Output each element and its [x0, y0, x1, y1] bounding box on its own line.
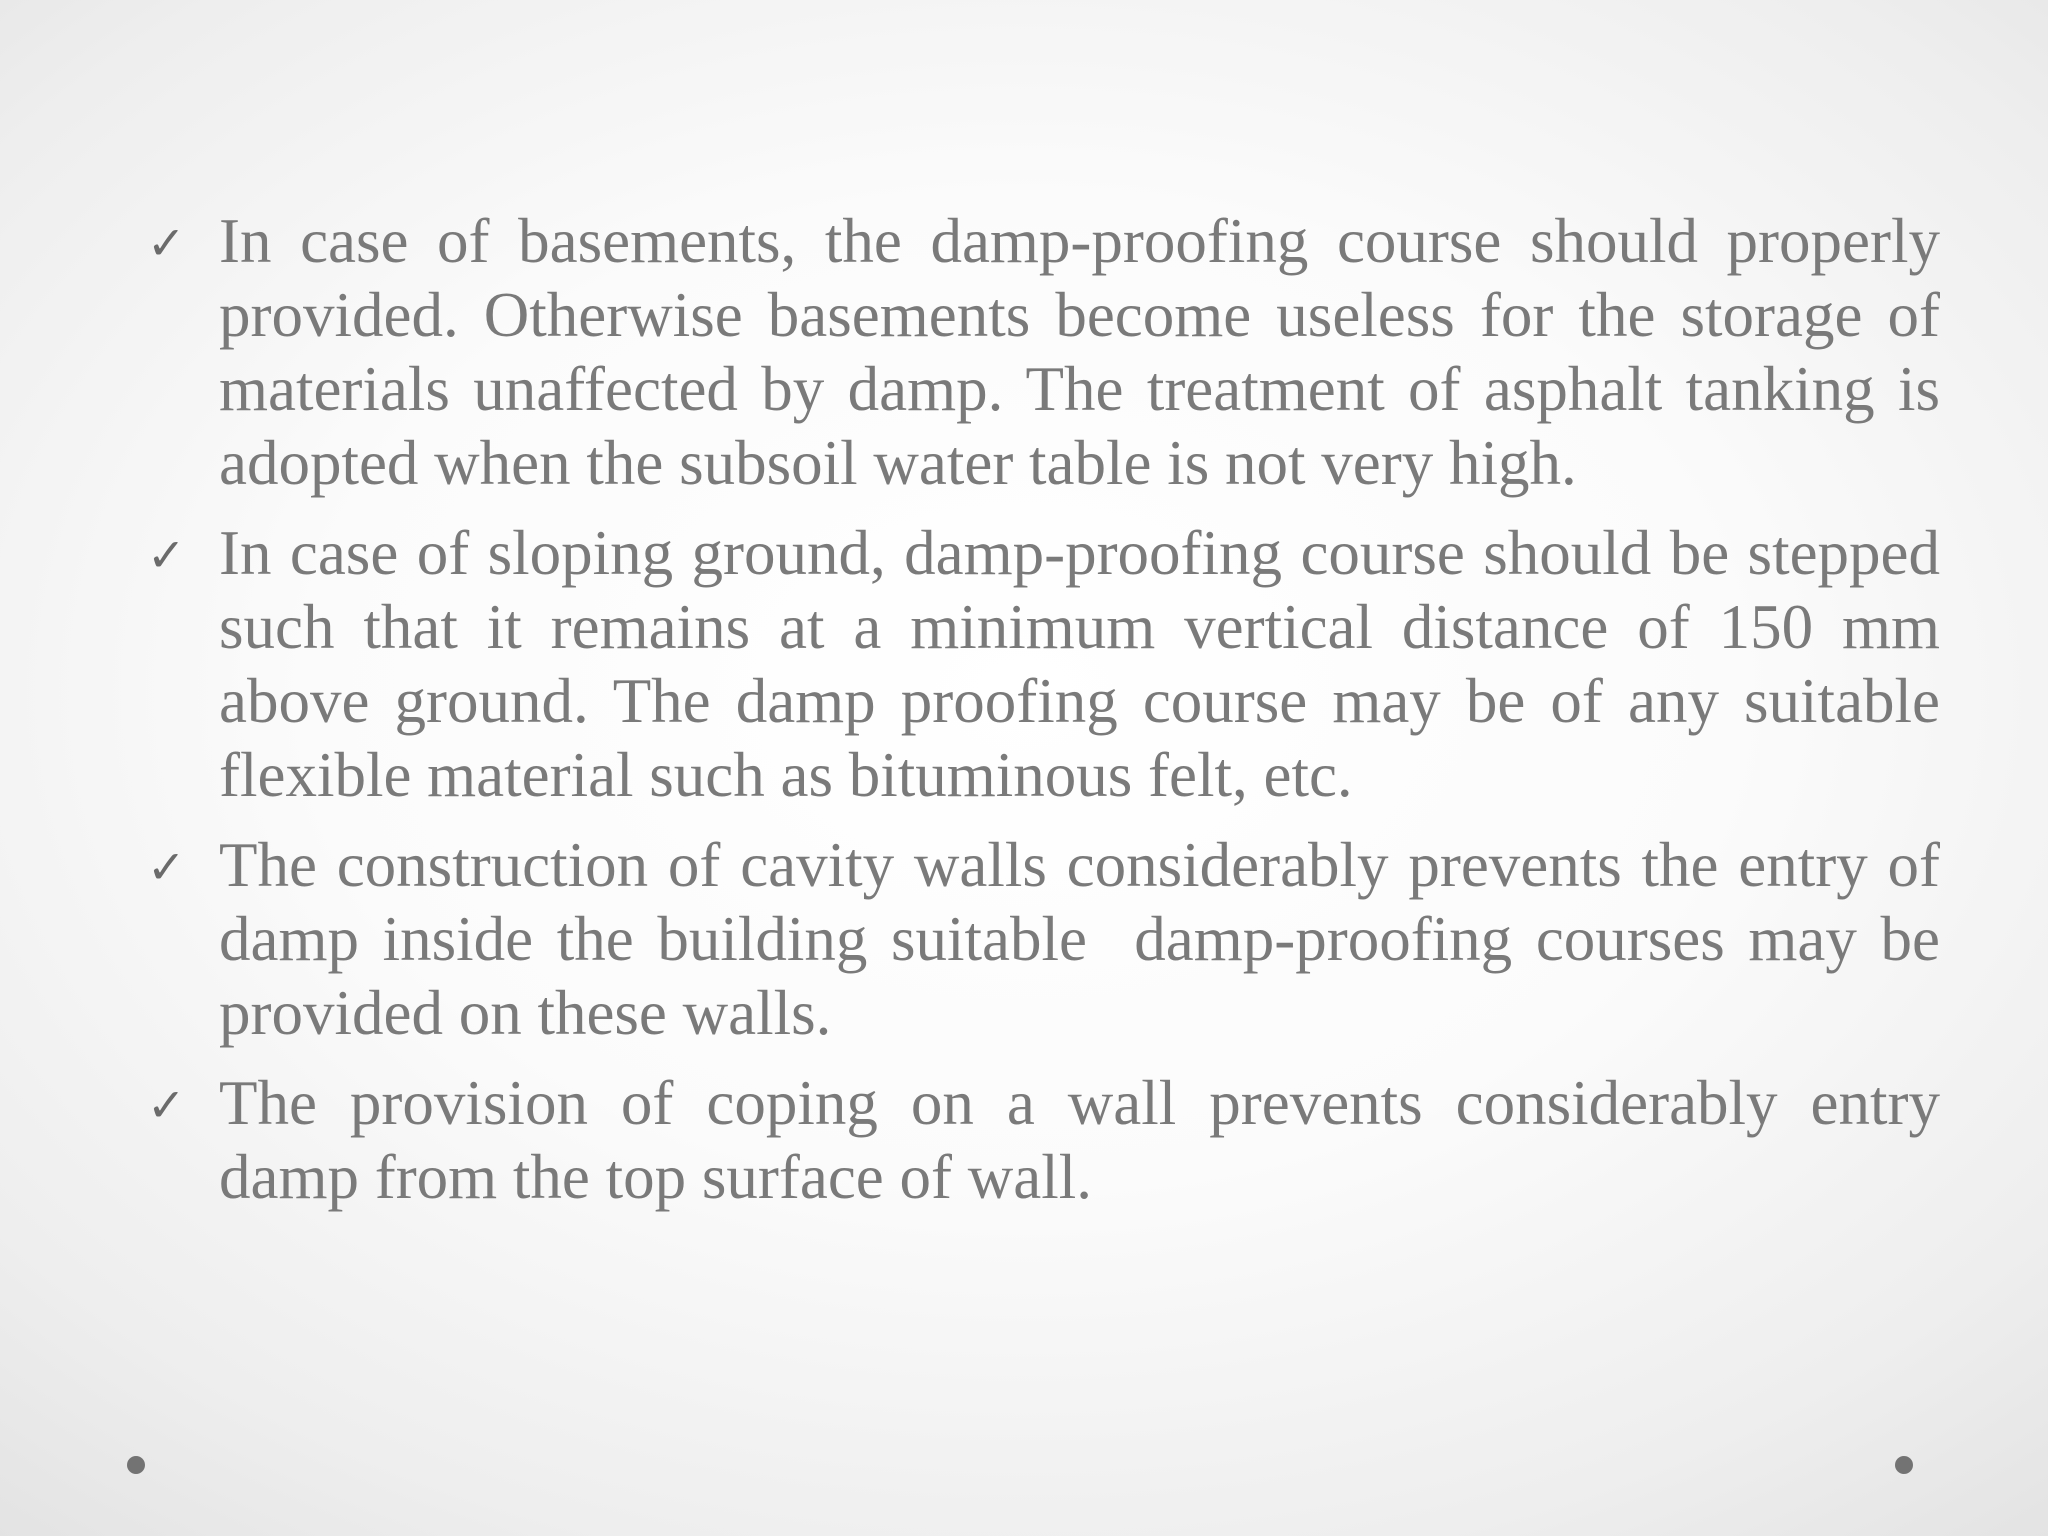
bullet-text: In case of sloping ground, damp-proofing course should be stepped such that it remains at a minimum vertical distance of 150 mm above ground. The damp proofing course may be of any suitable flexible material such as bituminous felt, etc. [219, 518, 1956, 810]
bullet-item [147, 828, 1956, 1050]
bullet-text: In case of basements, the damp-proofing course should properly provided. Otherwise basements become useless for the storage of materials unaffected by damp. The treatment of asphalt tanking is adopted when the subsoil water table is not very high. [219, 206, 1956, 498]
bullet-item [147, 1066, 1956, 1214]
bullet-text: The construction of cavity walls considerably prevents the entry of damp inside the building suitable damp-proofing courses may be provided on these walls. [219, 830, 1956, 1048]
checkmark-icon: ✓ [147, 1078, 186, 1132]
bullet-item [147, 204, 1956, 500]
decorative-dot-right [1895, 1456, 1913, 1474]
decorative-dot-left [127, 1456, 145, 1474]
bullet-item [147, 516, 1956, 812]
checkmark-icon: ✓ [147, 840, 186, 894]
bullet-list [147, 204, 1956, 1230]
bullet-text: The provision of coping on a wall prevents considerably entry damp from the top surface of wall. [219, 1068, 1956, 1212]
checkmark-icon: ✓ [147, 528, 186, 582]
checkmark-icon: ✓ [147, 216, 186, 270]
